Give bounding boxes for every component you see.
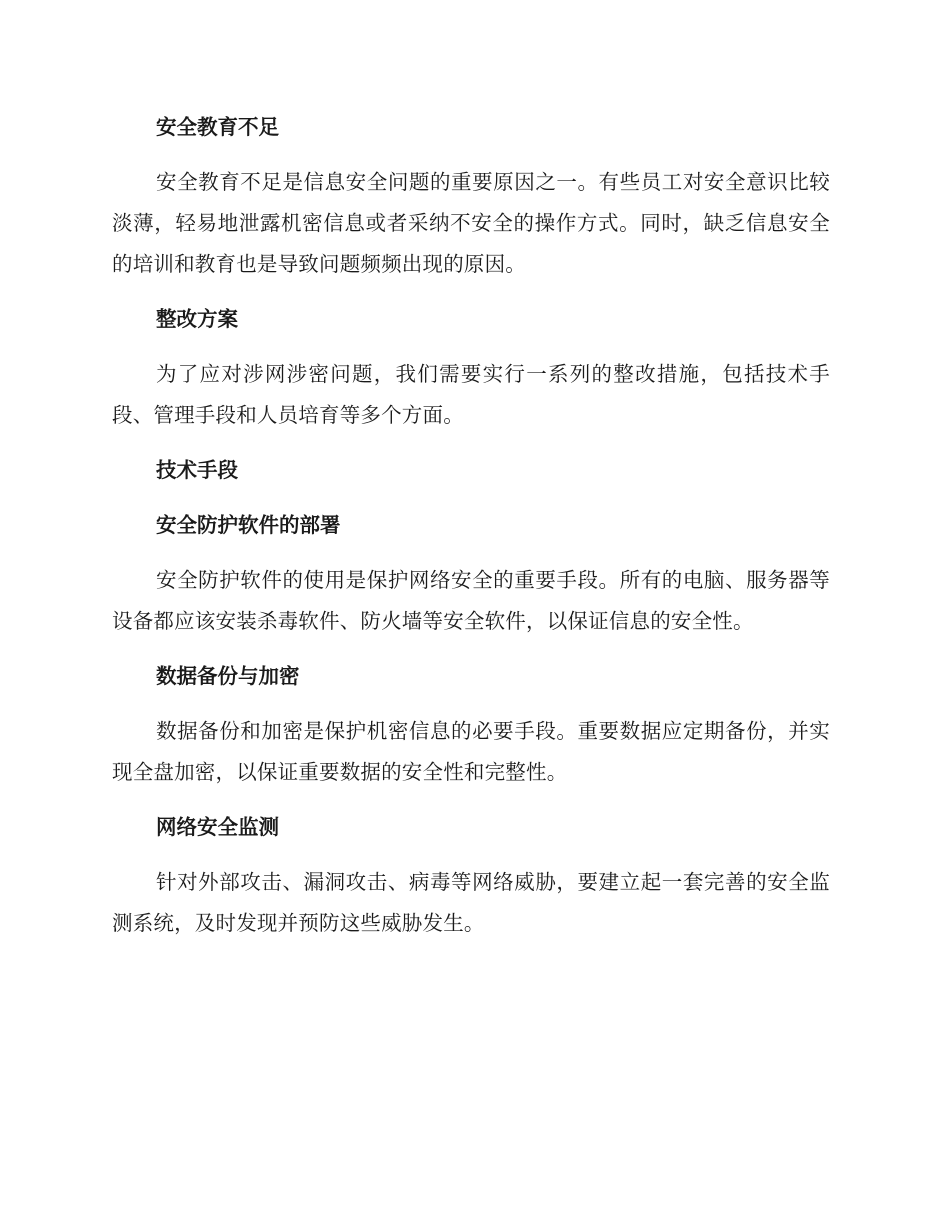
section-paragraph-network-monitoring: 针对外部攻击、漏洞攻击、病毒等网络威胁，要建立起一套完善的安全监测系统，及时发现并预防这些威胁发生。 [112, 870, 830, 935]
section-paragraph-security-education: 安全教育不足是信息安全问题的重要原因之一。有些员工对安全意识比较淡薄，轻易地泄露机密信息或者采纳不安全的操作方式。同时，缺乏信息安全的培训和教育也是导致问题频频出现的原因。 [112, 170, 830, 276]
section-heading-technical-measures: 技术手段 [156, 458, 238, 482]
section-heading-security-software: 安全防护软件的部署 [156, 513, 341, 537]
section-paragraph-security-software: 安全防护软件的使用是保护网络安全的重要手段。所有的电脑、服务器等设备都应该安装杀毒软件、防火墙等安全软件，以保证信息的安全性。 [112, 568, 830, 633]
section-paragraph-rectification-plan: 为了应对涉网涉密问题，我们需要实行一系列的整改措施，包括技术手段、管理手段和人员培育等多个方面。 [112, 362, 830, 427]
section-paragraph-backup-encryption: 数据备份和加密是保护机密信息的必要手段。重要数据应定期备份，并实现全盘加密，以保证重要数据的安全性和完整性。 [112, 719, 830, 784]
section-heading-network-monitoring: 网络安全监测 [156, 815, 279, 839]
section-heading-security-education: 安全教育不足 [156, 115, 279, 139]
document-body [112, 107, 830, 958]
section-heading-rectification-plan: 整改方案 [156, 307, 238, 331]
section-heading-backup-encryption: 数据备份与加密 [156, 664, 300, 688]
